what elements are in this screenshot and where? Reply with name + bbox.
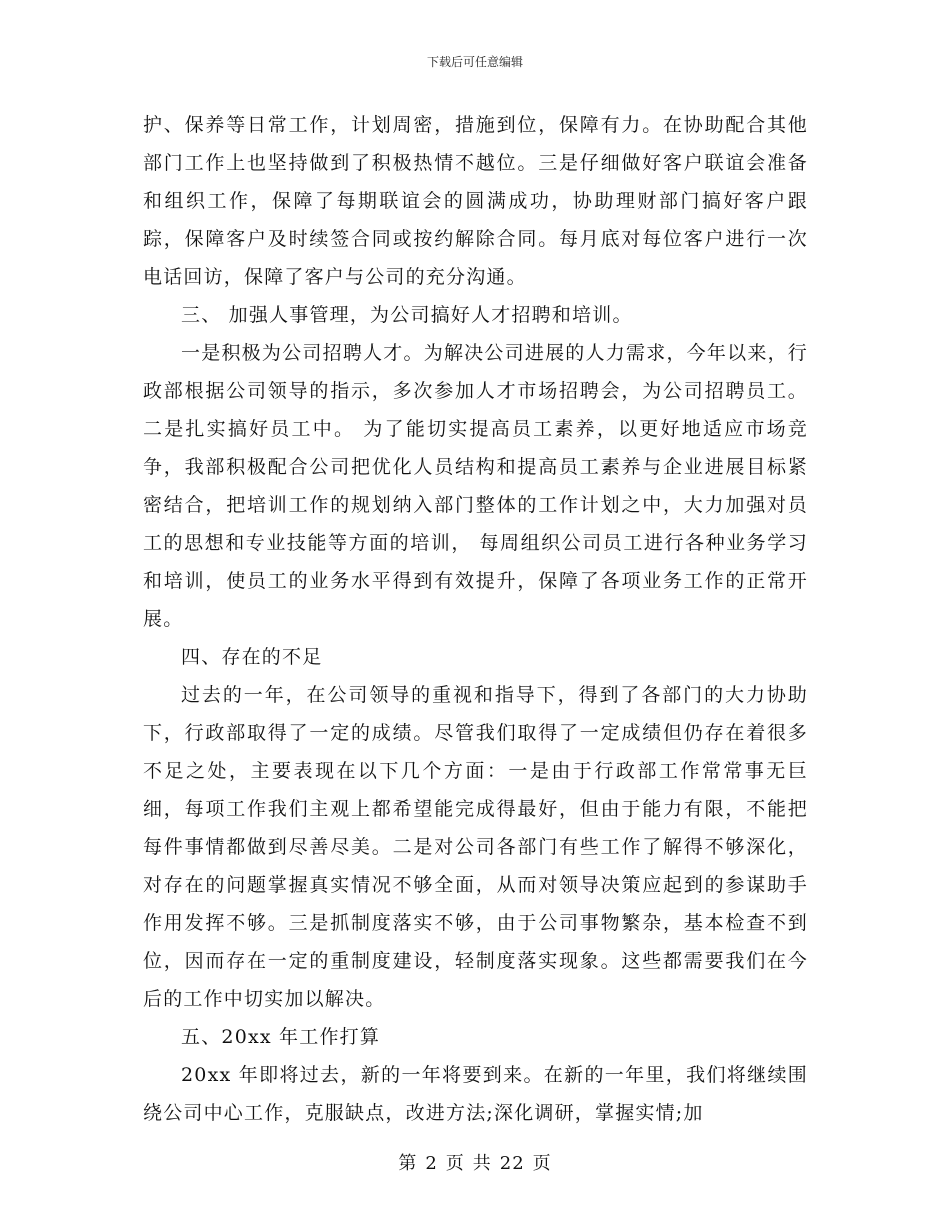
section-heading-4: 四、存在的不足	[181, 646, 323, 668]
section-heading-3: 三、 加强人事管理，为公司搞好人才招聘和培训。	[181, 304, 633, 326]
total-unit: 页	[532, 1153, 552, 1174]
document-body	[143, 106, 808, 1132]
paragraph-3: 过去的一年，在公司领导的重视和指导下，得到了各部门的大力协助下，行政部取得了一定的成绩。尽管我们取得了一定成绩但仍存在着很多不足之处，主要表现在以下几个方面：一是由于行政部工作常常事无巨细，每项工作我们主观上都希望能完成得最好，但由于能力有限，不能把每件事情都做到尽善尽美。二是对公司各部门有些工作了解得不够深化，对存在的问题掌握真实情况不够全面，从而对领导决策应起到的参谋助手作用发挥不够。三是抓制度落实不够，由于公司事物繁杂，基本检查不到位，因而存在一定的重制度建设，轻制度落实现象。这些都需要我们在今后的工作中切实加以解决。	[143, 684, 808, 1010]
page-unit: 页	[445, 1153, 465, 1174]
paragraph-1: 护、保养等日常工作，计划周密，措施到位，保障有力。在协助配合其他部门工作上也坚持做到了积极热情不越位。三是仔细做好客户联谊会准备和组织工作，保障了每期联谊会的圆满成功，协助理财部门搞好客户跟踪，保障客户及时续签合同或按约解除合同。每月底对每位客户进行一次电话回访，保障了客户与公司的充分沟通。	[143, 114, 808, 288]
total-label: 共	[472, 1153, 492, 1174]
section-heading-5: 五、20xx 年工作打算	[181, 1026, 381, 1048]
page-header: 下载后可任意编辑	[426, 55, 523, 69]
paragraph-2: 一是积极为公司招聘人才。为解决公司进展的人力需求，今年以来，行政部根据公司领导的指示，多次参加人才市场招聘会，为公司招聘员工。二是扎实搞好员工中。 为了能切实提高员工素养，以更好地适应市场竞争，我部积极配合公司把优化人员结构和提高员工素养与企业进展目标紧密结合，把培训工作的规划纳入部门整体的工作计划之中，大力加强对员工的思想和专业技能等方面的培训， 每周组织公司员工进行各种业务学习和培训，使员工的业务水平得到有效提升，保障了各项业务工作的正常开展。	[143, 342, 808, 630]
total-pages: 22	[499, 1153, 525, 1174]
page-number: 2	[425, 1153, 438, 1174]
page-footer	[0, 1152, 950, 1176]
page-label: 第	[398, 1153, 418, 1174]
paragraph-4: 20xx 年即将过去，新的一年将要到来。在新的一年里，我们将继续围绕公司中心工作，克服缺点，改进方法;深化调研，掌握实情;加	[143, 1064, 808, 1124]
